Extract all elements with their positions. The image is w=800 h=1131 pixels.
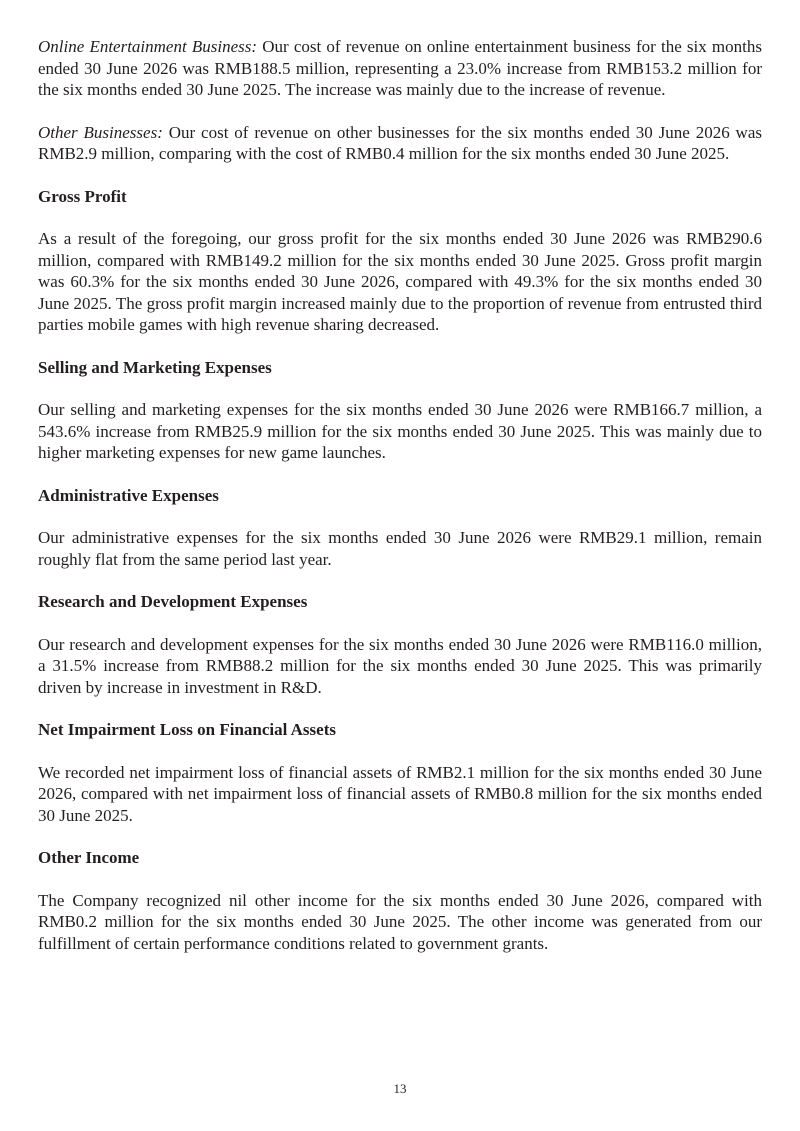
paragraph-gross-profit: As a result of the foregoing, our gross profit for the six months ended 30 June 2026 was RMB290.6 million, compared with RMB149.2 million for the six months ended 30 June 2025. Gross profit margin was 60.3% for the six months ended 30 June 2026, compared with 49.3% for the six months ended 30 June 2025. The gross profit margin increased mainly due to the proportion of revenue from entrusted third parties mobile games with high revenue sharing decreased. (38, 229, 762, 334)
paragraph-online-entertainment (38, 36, 762, 101)
text-other-businesses: Our cost of revenue on other businesses for the six months ended 30 June 2026 was RMB2.9 million, comparing with the cost of RMB0.4 million for the six months ended 30 June 2025. (38, 122, 762, 163)
paragraph-other-businesses (38, 122, 762, 165)
heading-selling-marketing: Selling and Marketing Expenses (38, 357, 272, 377)
heading-research-development: Research and Development Expenses (38, 592, 308, 611)
heading-impairment: Net Impairment Loss on Financial Assets (38, 720, 336, 739)
paragraph-research-development: Our research and development expenses for the six months ended 30 June 2026 were RMB116.0 million, a 31.5% increase from RMB88.2 million for the six months ended 30 June 2025. This was primarily driven by increase in investment in R&D. (38, 634, 762, 697)
page-number: 13 (393, 1081, 407, 1096)
text-online-entertainment: Our cost of revenue on online entertainment business for the six months ended 30 June 2026 was RMB188.5 million, representing a 23.0% increase from RMB153.2 million for the six months ended 30 June 2025. The increase was mainly due to the increase of revenue. (38, 37, 762, 99)
heading-other-income: Other Income (38, 848, 140, 867)
paragraph-administrative: Our administrative expenses for the six months ended 30 June 2026 were RMB29.1 million, remain roughly flat from the same period last year. (38, 528, 762, 569)
paragraph-impairment: We recorded net impairment loss of financial assets of RMB2.1 million for the six months ended 30 June 2026, compared with net impairment loss of financial assets of RMB0.8 million for the six months ended 30 June 2025. (38, 762, 762, 825)
lead-other-businesses: Other Businesses: (38, 122, 163, 142)
heading-gross-profit: Gross Profit (38, 186, 127, 206)
heading-administrative: Administrative Expenses (38, 485, 219, 505)
document-page (38, 36, 762, 975)
lead-online-entertainment: Online Entertainment Business: (38, 37, 258, 56)
paragraph-selling-marketing: Our selling and marketing expenses for the six months ended 30 June 2026 were RMB166.7 million, a 543.6% increase from RMB25.9 million for the six months ended 30 June 2025. This was mainly due to higher marketing expenses for new game launches. (38, 400, 762, 462)
paragraph-other-income: The Company recognized nil other income for the six months ended 30 June 2026, compared with RMB0.2 million for the six months ended 30 June 2025. The other income was generated from our fulfillment of certain performance conditions related to government grants. (38, 890, 762, 953)
